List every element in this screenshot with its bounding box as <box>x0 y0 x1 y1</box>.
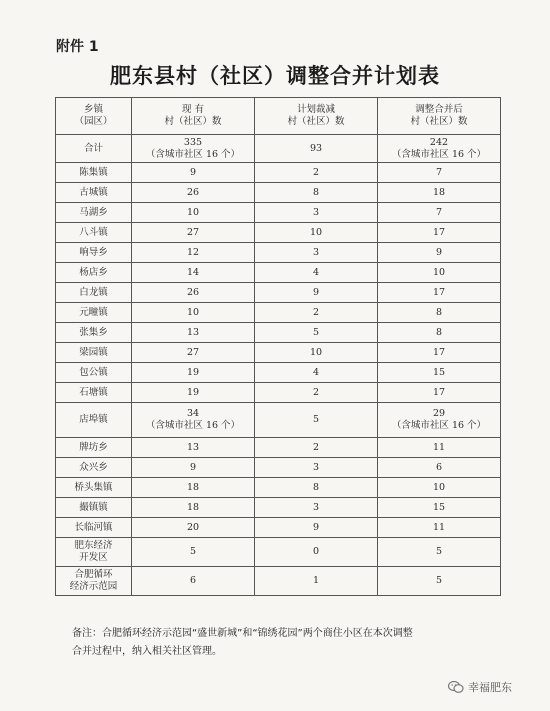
row-reduce: 8 <box>255 478 378 498</box>
row-reduce: 8 <box>255 183 378 203</box>
row-name: 撮镇镇 <box>56 498 132 518</box>
adjustment-plan-table <box>55 97 501 596</box>
header-existing: 现 有 村（社区）数 <box>132 98 255 135</box>
row-after: 7 <box>378 203 501 223</box>
row-reduce: 3 <box>255 203 378 223</box>
row-name: 桥头集镇 <box>56 478 132 498</box>
row-name: 石塘镇 <box>56 383 132 403</box>
total-label: 合计 <box>56 135 132 163</box>
watermark-text: 幸福肥东 <box>468 681 512 694</box>
table-row <box>56 163 501 183</box>
row-reduce: 3 <box>255 458 378 478</box>
row-reduce: 9 <box>255 283 378 303</box>
row-after: 10 <box>378 263 501 283</box>
row-after: 18 <box>378 183 501 203</box>
row-reduce: 3 <box>255 498 378 518</box>
table-row <box>56 183 501 203</box>
total-reduce: 93 <box>255 135 378 163</box>
row-after: 17 <box>378 283 501 303</box>
row-reduce: 9 <box>255 518 378 538</box>
row-after: 15 <box>378 363 501 383</box>
row-after: 17 <box>378 383 501 403</box>
row-existing: 26 <box>132 183 255 203</box>
row-reduce: 2 <box>255 438 378 458</box>
row-reduce: 5 <box>255 323 378 343</box>
row-name: 牌坊乡 <box>56 438 132 458</box>
row-existing: 26 <box>132 283 255 303</box>
table-row <box>56 518 501 538</box>
row-existing: 34 （含城市社区 16 个） <box>132 403 255 438</box>
table-row <box>56 438 501 458</box>
row-reduce: 4 <box>255 363 378 383</box>
row-after: 15 <box>378 498 501 518</box>
row-existing: 14 <box>132 263 255 283</box>
row-existing: 12 <box>132 243 255 263</box>
table-row <box>56 478 501 498</box>
table-row <box>56 567 501 596</box>
row-existing: 10 <box>132 203 255 223</box>
row-existing: 19 <box>132 383 255 403</box>
row-reduce: 5 <box>255 403 378 438</box>
row-after: 5 <box>378 567 501 596</box>
table-row <box>56 343 501 363</box>
row-reduce: 0 <box>255 538 378 567</box>
page-title: 肥东县村（社区）调整合并计划表 <box>110 63 440 88</box>
row-name: 杨店乡 <box>56 263 132 283</box>
row-reduce: 10 <box>255 223 378 243</box>
table-row <box>56 283 501 303</box>
table-row <box>56 323 501 343</box>
table-row <box>56 383 501 403</box>
table-row <box>56 363 501 383</box>
table-row <box>56 303 501 323</box>
row-existing: 27 <box>132 343 255 363</box>
footnote <box>72 625 502 661</box>
row-name: 梁园镇 <box>56 343 132 363</box>
bleed-through-text: ▔▔ ▔▔▔▔▔ ▔▔▔▔▔ ▔▔▔▔▔▔ ▔▔▔▔ ▔▔▔▔▔▔▔ ▔▔▔▔▔ ▔▔▔▔▔▔ ▔▔▔▔ ▔▔▔▔▔ <box>64 33 487 43</box>
row-name: 店埠镇 <box>56 403 132 438</box>
watermark <box>448 679 512 695</box>
row-after: 17 <box>378 223 501 243</box>
total-after: 242 （含城市社区 16 个） <box>378 135 501 163</box>
footnote-line-2: 合并过程中，纳入相关社区管理。 <box>72 646 222 657</box>
row-reduce: 1 <box>255 567 378 596</box>
row-existing: 9 <box>132 163 255 183</box>
row-name: 响导乡 <box>56 243 132 263</box>
row-existing: 13 <box>132 323 255 343</box>
row-existing: 18 <box>132 498 255 518</box>
row-reduce: 10 <box>255 343 378 363</box>
row-name: 包公镇 <box>56 363 132 383</box>
row-existing: 6 <box>132 567 255 596</box>
total-existing: 335 （含城市社区 16 个） <box>132 135 255 163</box>
row-after: 6 <box>378 458 501 478</box>
row-reduce: 2 <box>255 383 378 403</box>
table-row <box>56 498 501 518</box>
row-reduce: 3 <box>255 243 378 263</box>
row-name: 肥东经济 开发区 <box>56 538 132 567</box>
table-row <box>56 203 501 223</box>
row-existing: 10 <box>132 303 255 323</box>
header-township: 乡镇 （园区） <box>56 98 132 135</box>
table-row <box>56 263 501 283</box>
row-reduce: 2 <box>255 303 378 323</box>
row-name: 张集乡 <box>56 323 132 343</box>
row-name: 元疃镇 <box>56 303 132 323</box>
header-after: 调整合并后 村（社区）数 <box>378 98 501 135</box>
row-reduce: 2 <box>255 163 378 183</box>
row-after: 17 <box>378 343 501 363</box>
table-row <box>56 458 501 478</box>
row-after: 11 <box>378 438 501 458</box>
row-after: 11 <box>378 518 501 538</box>
wechat-icon <box>448 680 464 694</box>
row-name: 陈集镇 <box>56 163 132 183</box>
row-name: 古城镇 <box>56 183 132 203</box>
row-existing: 5 <box>132 538 255 567</box>
row-after: 29 （含城市社区 16 个） <box>378 403 501 438</box>
row-name: 八斗镇 <box>56 223 132 243</box>
row-after: 7 <box>378 163 501 183</box>
row-existing: 13 <box>132 438 255 458</box>
footnote-line-1: 备注：合肥循环经济示范园“盛世新城”和“锦绣花园”两个商住小区在本次调整 <box>72 628 413 639</box>
row-after: 9 <box>378 243 501 263</box>
table-row <box>56 538 501 567</box>
row-after: 8 <box>378 323 501 343</box>
row-existing: 9 <box>132 458 255 478</box>
row-name: 马湖乡 <box>56 203 132 223</box>
row-name: 众兴乡 <box>56 458 132 478</box>
table-row-dianbu <box>56 403 501 438</box>
attachment-label: 附件 1 <box>56 39 99 55</box>
row-existing: 19 <box>132 363 255 383</box>
row-after: 5 <box>378 538 501 567</box>
row-existing: 18 <box>132 478 255 498</box>
row-existing: 27 <box>132 223 255 243</box>
row-reduce: 4 <box>255 263 378 283</box>
header-reduce: 计划裁减 村（社区）数 <box>255 98 378 135</box>
table-header-row <box>56 98 501 135</box>
total-row <box>56 135 501 163</box>
table-row <box>56 243 501 263</box>
table-row <box>56 223 501 243</box>
row-name: 白龙镇 <box>56 283 132 303</box>
row-after: 10 <box>378 478 501 498</box>
row-after: 8 <box>378 303 501 323</box>
row-name: 长临河镇 <box>56 518 132 538</box>
row-name: 合肥循环 经济示范园 <box>56 567 132 596</box>
row-existing: 20 <box>132 518 255 538</box>
